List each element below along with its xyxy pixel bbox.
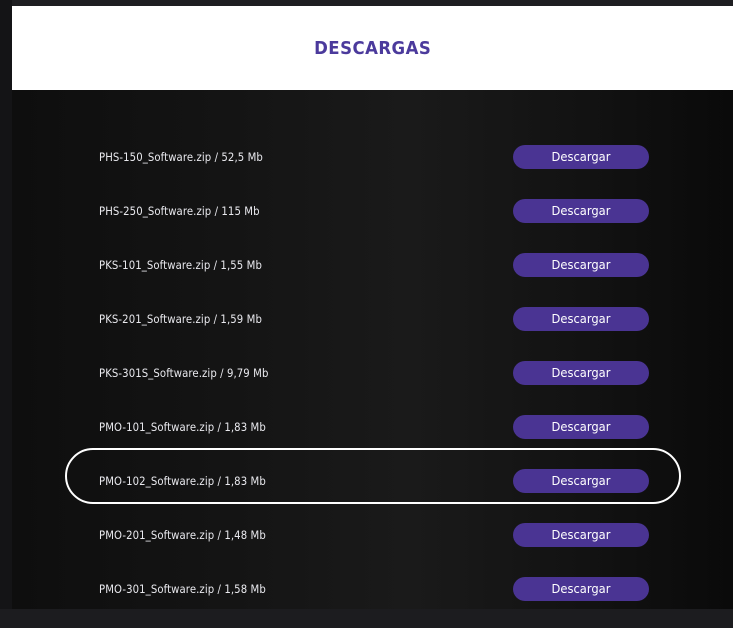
download-button[interactable]: [513, 307, 649, 331]
download-button[interactable]: [513, 415, 649, 439]
download-button-label: Descargar: [551, 419, 611, 434]
download-row: [12, 196, 733, 250]
download-button-label: Descargar: [551, 311, 611, 326]
download-button-label: Descargar: [551, 203, 611, 218]
downloads-list: [12, 142, 733, 628]
download-button-label: Descargar: [551, 527, 611, 542]
download-row: [12, 574, 733, 628]
file-label: PKS-301S_Software.zip / 9,79 Mb: [99, 366, 269, 380]
file-label: PMO-101_Software.zip / 1,83 Mb: [99, 420, 266, 434]
file-label: PHS-250_Software.zip / 115 Mb: [99, 204, 260, 218]
download-button[interactable]: [513, 577, 649, 601]
download-button[interactable]: [513, 199, 649, 223]
download-button-label: Descargar: [551, 149, 611, 164]
download-button[interactable]: [513, 469, 649, 493]
file-label: PKS-101_Software.zip / 1,55 Mb: [99, 258, 262, 272]
file-label: PMO-102_Software.zip / 1,83 Mb: [99, 474, 266, 488]
download-row: [12, 412, 733, 466]
file-label: PMO-301_Software.zip / 1,58 Mb: [99, 582, 266, 596]
left-border: [0, 0, 12, 609]
file-label: PKS-201_Software.zip / 1,59 Mb: [99, 312, 262, 326]
download-button[interactable]: [513, 253, 649, 277]
page-title: DESCARGAS: [313, 37, 432, 59]
download-button-label: Descargar: [551, 473, 611, 488]
download-row-highlighted: [12, 466, 733, 520]
download-button-label: Descargar: [551, 365, 611, 380]
download-button[interactable]: [513, 145, 649, 169]
download-row: [12, 304, 733, 358]
download-row: [12, 142, 733, 196]
download-button-label: Descargar: [551, 257, 611, 272]
download-row: [12, 250, 733, 304]
download-row: [12, 358, 733, 412]
download-button[interactable]: [513, 523, 649, 547]
file-label: PMO-201_Software.zip / 1,48 Mb: [99, 528, 266, 542]
page-header: [12, 6, 733, 90]
download-row: [12, 520, 733, 574]
download-button[interactable]: [513, 361, 649, 385]
downloads-panel: [12, 90, 733, 609]
file-label: PHS-150_Software.zip / 52,5 Mb: [99, 150, 263, 164]
download-button-label: Descargar: [551, 581, 611, 596]
